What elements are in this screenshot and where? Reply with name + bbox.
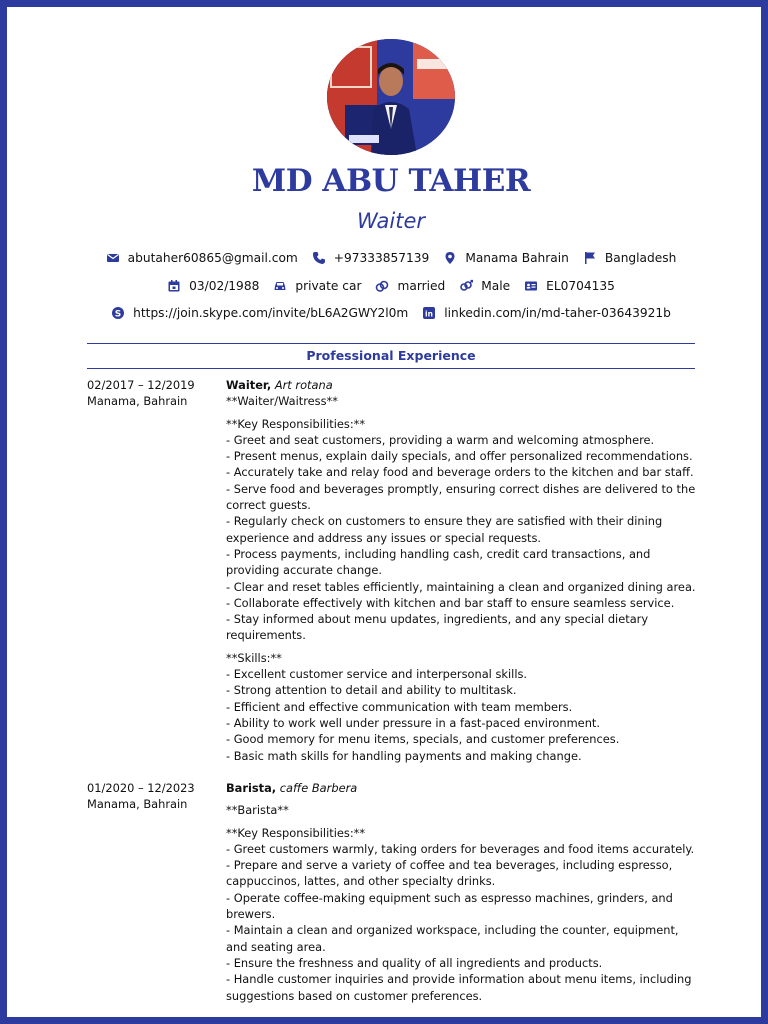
experience-subtitle: **Waiter/Waitress**: [226, 394, 338, 409]
list-item: - Basic math skills for handling payments and making change.: [226, 748, 582, 763]
experience-company: Art rotana: [274, 378, 333, 392]
gender-icon: [459, 279, 473, 293]
experience-heading: [226, 780, 701, 796]
experience-role: Barista,: [226, 781, 277, 795]
contact-row-1: [7, 251, 768, 265]
experience-location: Manama, Bahrain: [87, 797, 188, 812]
list-item: - Accurately take and relay food and beverage orders to the kitchen and bar staff.: [226, 465, 694, 480]
contact-linkedin[interactable]: [422, 306, 671, 320]
candidate-title: Waiter: [356, 209, 426, 233]
rings-icon: [375, 279, 389, 293]
experience-details: [226, 780, 701, 1004]
list-item: - Greet and seat customers, providing a warm and welcoming atmosphere.: [226, 432, 655, 447]
experience-subtitle: **Barista**: [226, 803, 289, 818]
contact-license-text: private car: [295, 279, 362, 293]
location-pin-icon: [443, 251, 457, 265]
experience-dates: 01/2020 – 12/2023: [87, 781, 195, 795]
contact-email[interactable]: [106, 251, 298, 265]
list-item: - Ensure the freshness and quality of all ingredients and products.: [226, 955, 603, 970]
list-item: - Maintain a clean and organized workspace, including the counter, equipment, and seating area.: [226, 923, 679, 954]
list-item: - Efficient and effective communication with team members.: [226, 699, 573, 714]
experience-details: [226, 377, 701, 764]
contact-row-2: [7, 279, 768, 293]
contact-marital-text: married: [397, 279, 446, 293]
list-item: - Collaborate effectively with kitchen and bar staff to ensure seamless service.: [226, 595, 675, 610]
list-item: - Greet customers warmly, taking orders for beverages and food items accurately.: [226, 841, 695, 856]
calendar-icon: [167, 279, 181, 293]
list-item: - Process payments, including handling cash, credit card transactions, and providing accurate change.: [226, 546, 651, 578]
list-item: - Prepare and serve a variety of coffee and tea beverages, including espresso, cappuccinos, lattes, and other specialty drinks.: [226, 858, 673, 889]
linkedin-icon: [422, 306, 436, 320]
list-item: - Clear and reset tables efficiently, maintaining a clean and organized dining area.: [226, 579, 696, 594]
flag-icon: [583, 251, 597, 265]
skype-icon: [111, 306, 125, 320]
experience-role: Waiter,: [226, 378, 272, 392]
list-item: - Serve food and beverages promptly, ensuring correct dishes are delivered to the correct guests.: [226, 481, 696, 513]
responsibilities-heading: **Key Responsibilities:**: [226, 825, 366, 840]
contact-id: [524, 279, 615, 293]
contact-skype[interactable]: [111, 306, 408, 320]
contact-location-text: Manama Bahrain: [465, 251, 569, 265]
candidate-name: MD ABU TAHER: [251, 163, 531, 199]
contact-license: [273, 279, 361, 293]
profile-photo-illustration: [327, 39, 455, 155]
profile-photo: [327, 39, 455, 155]
contact-id-text: EL0704135: [546, 279, 615, 293]
list-item: - Operate coffee-making equipment such as espresso machines, grinders, and brewers.: [226, 890, 673, 922]
contact-skype-text: https://join.skype.com/invite/bL6A2GWY2l0m: [133, 306, 409, 320]
contact-linkedin-text: linkedin.com/in/md-taher-03643921b: [444, 306, 671, 320]
contact-nationality-text: Bangladesh: [604, 251, 677, 265]
contact-location: [443, 251, 569, 265]
experience-location: Manama, Bahrain: [87, 394, 188, 409]
list-item: - Good memory for menu items, specials, and customer preferences.: [226, 732, 620, 747]
phone-icon: [312, 251, 326, 265]
envelope-icon: [106, 251, 120, 265]
experience-meta: [87, 377, 217, 410]
contact-nationality: [583, 251, 676, 265]
experience-company: caffe Barbera: [279, 781, 358, 795]
svg-text:in: in: [425, 309, 434, 319]
car-icon: [273, 279, 287, 293]
contact-email-text: abutaher60865@gmail.com: [127, 251, 298, 265]
experience-meta: [87, 780, 217, 813]
id-card-icon: [524, 279, 538, 293]
contact-birthdate-text: 03/02/1988: [189, 279, 260, 293]
list-item: - Excellent customer service and interpersonal skills.: [226, 667, 528, 682]
list-item: - Present menus, explain daily specials, and offer personalized recommendations.: [226, 449, 693, 464]
contact-gender: [459, 279, 510, 293]
contact-phone-text: +97333857139: [333, 251, 430, 265]
contact-gender-text: Male: [481, 279, 511, 293]
list-item: - Ability to work well under pressure in a fast-paced environment.: [226, 715, 600, 730]
contact-marital: [375, 279, 445, 293]
section-title-experience: Professional Experience: [87, 343, 695, 369]
contact-phone[interactable]: [312, 251, 430, 265]
svg-text:S: S: [114, 309, 122, 320]
skills-heading: **Skills:**: [226, 650, 282, 665]
list-item: - Stay informed about menu updates, ingredients, and any special dietary requirements.: [226, 612, 649, 643]
responsibilities-heading: **Key Responsibilities:**: [226, 416, 366, 431]
list-item: - Handle customer inquiries and provide information about menu items, including suggestions based on customer preferences.: [226, 972, 692, 1003]
experience-dates: 02/2017 – 12/2019: [87, 378, 195, 392]
list-item: - Regularly check on customers to ensure they are satisfied with their dining experience and address any issues or special requests.: [226, 514, 663, 545]
contact-birthdate: [167, 279, 259, 293]
contact-row-3: [7, 306, 768, 320]
experience-heading: [226, 377, 701, 393]
list-item: - Strong attention to detail and ability to multitask.: [226, 683, 517, 698]
